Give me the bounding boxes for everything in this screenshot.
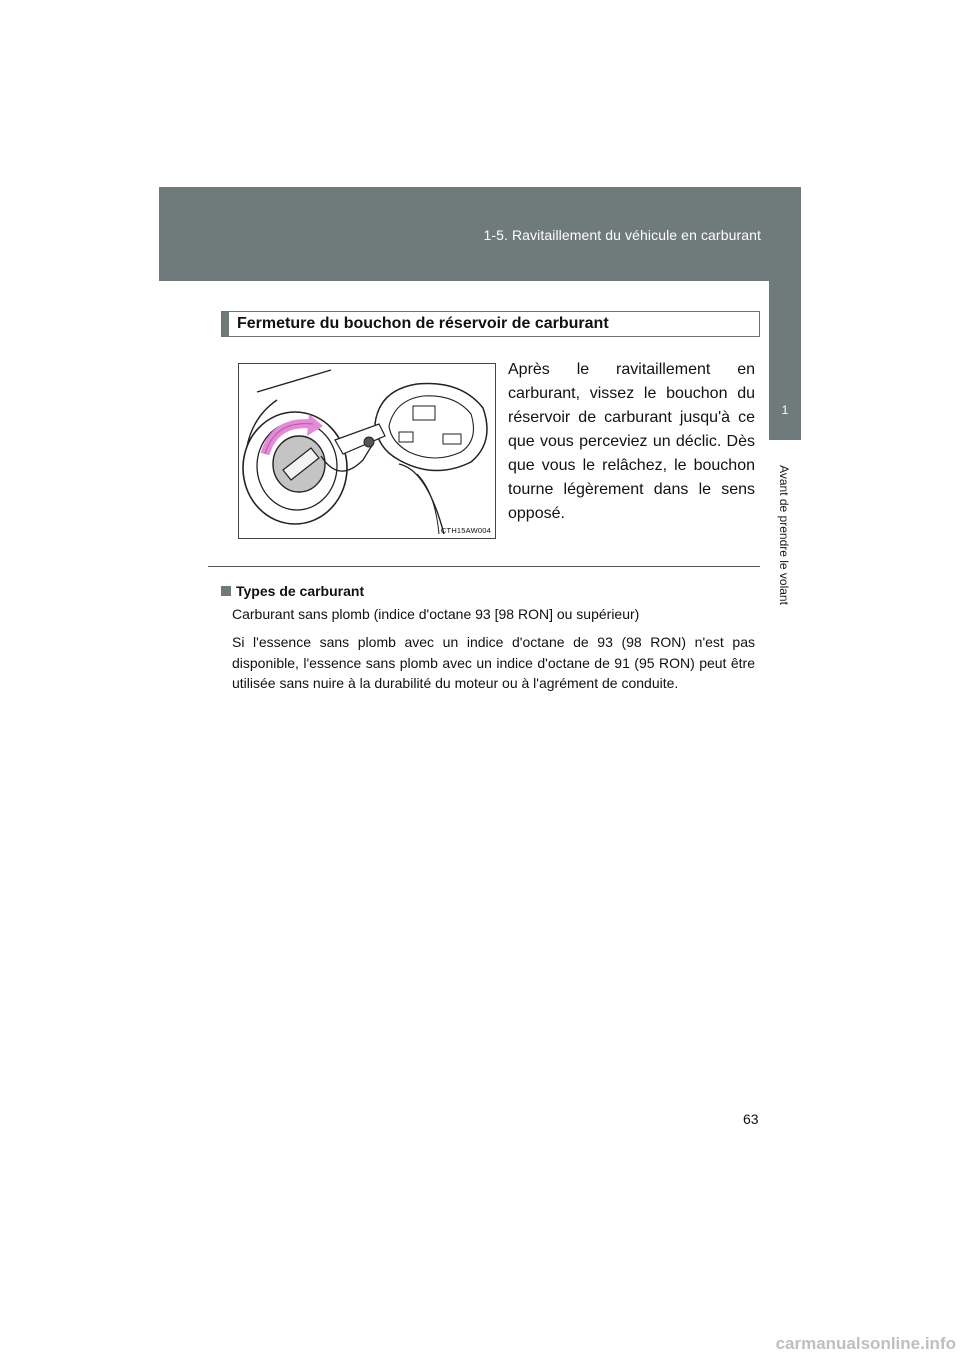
section-heading	[221, 311, 760, 337]
square-bullet-icon	[221, 586, 231, 596]
section-divider	[208, 566, 760, 567]
chapter-tab	[769, 280, 801, 440]
info-title	[221, 583, 364, 599]
info-line-2: Si l'essence sans plomb avec un indice d'octane de 93 (98 RON) n'est pas disponible, l'essence sans plomb avec un indice d'octane de 91 (95 RON) peut être utilisée sans nuire à la durabilité du moteur ou à l'agrément de conduite.	[232, 634, 755, 691]
chapter-label	[773, 449, 795, 621]
instruction-text: Après le ravitaillement en carburant, vissez le bouchon du réservoir de carburant jusqu'à ce que vous perceviez un déclic. Dès que vous le relâchez, le bouchon tourne légèrement dans le sens opposé.	[508, 361, 755, 522]
header-band	[159, 187, 801, 281]
figure-code: CTH15AW004	[440, 526, 491, 535]
page-number: 63	[743, 1111, 759, 1127]
chapter-number: 1	[781, 403, 789, 417]
fuel-cap-illustration	[238, 363, 496, 539]
fuel-cap-drawing	[239, 364, 495, 538]
chapter-label-text: Avant de prendre le volant	[777, 465, 791, 605]
heading-text: Fermeture du bouchon de réservoir de carburant	[237, 315, 609, 332]
section-title: 1-5. Ravitaillement du véhicule en carburant	[483, 227, 761, 243]
info-title-text: Types de carburant	[236, 583, 365, 599]
watermark: carmanualsonline.info	[775, 1334, 956, 1353]
info-line-1: Carburant sans plomb (indice d'octane 93 [98 RON] ou supérieur)	[232, 606, 640, 622]
heading-accent-bar	[222, 312, 229, 336]
